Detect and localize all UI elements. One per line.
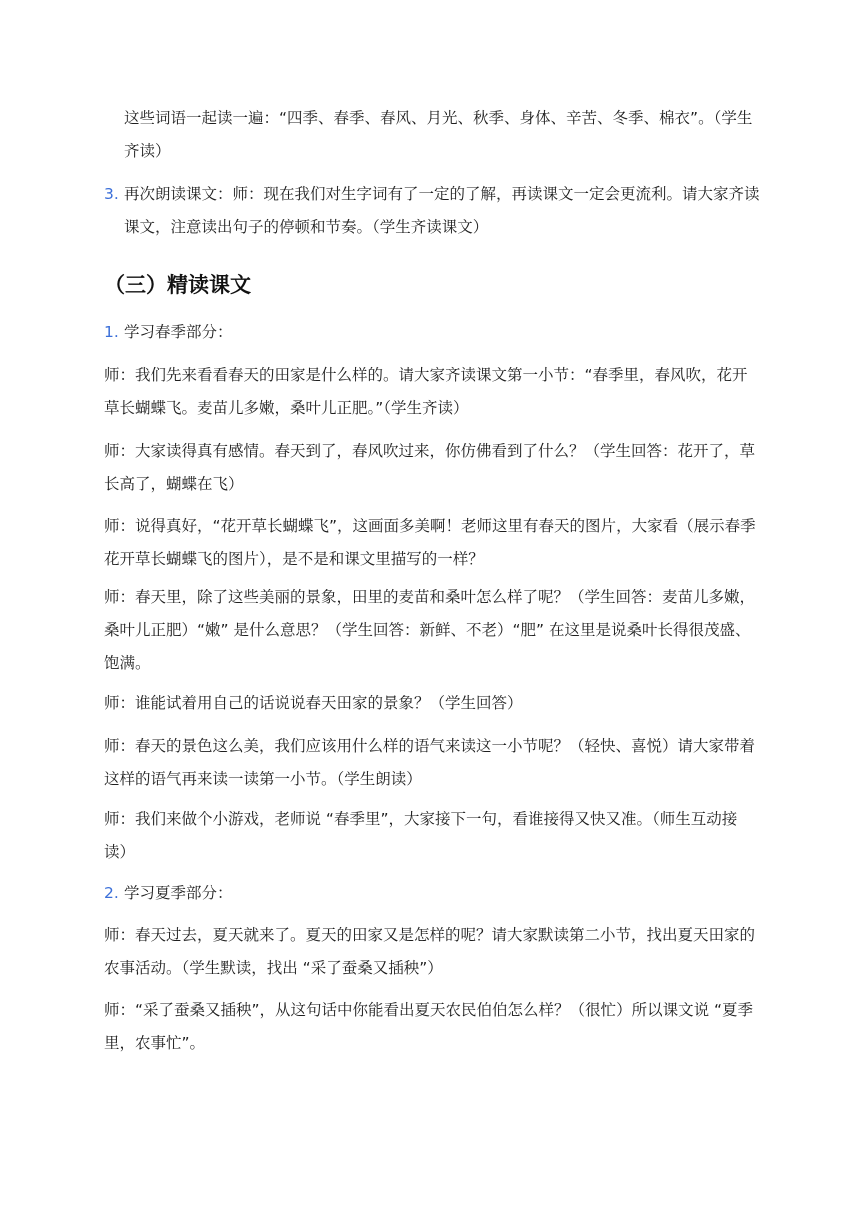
- list-item-continuation: 这些词语一起读一遍：“四季、春季、春风、月光、秋季、身体、辛苦、冬季、棉衣”。（学生齐读）: [124, 109, 753, 160]
- list-item-text: 再次朗读课文：师：现在我们对生字词有了一定的了解，再读课文一定会更流利。请大家齐读课文，注意读出句子的停顿和节奏。（学生齐读课文）: [124, 185, 760, 236]
- paragraph: 师：我们来做个小游戏，老师说 “春季里”，大家接下一句，看谁接得又快又准。（师生互动接读）: [104, 810, 738, 861]
- subsection-title: 学习夏季部分：: [124, 884, 233, 902]
- section-heading: （三）精读课文: [104, 273, 251, 297]
- list-number: 1.: [104, 323, 119, 341]
- paragraph: 师：我们先来看看春天的田家是什么样的。请大家齐读课文第一小节：“春季里，春风吹，花开草长蝴蝶飞。麦苗儿多嫩，桑叶儿正肥。”（学生齐读）: [104, 366, 748, 417]
- paragraph: 师：“采了蚕桑又插秧”，从这句话中你能看出夏天农民伯伯怎么样？（很忙）所以课文说 “夏季里，农事忙”。: [104, 1001, 754, 1052]
- paragraph: 师：大家读得真有感情。春天到了，春风吹过来，你仿佛看到了什么？（学生回答：花开了，草长高了，蝴蝶在飞）: [104, 442, 756, 493]
- paragraph: 师：春天里，除了这些美丽的景象，田里的麦苗和桑叶怎么样了呢？（学生回答：麦苗儿多嫩，桑叶儿正肥）“嫩” 是什么意思？（学生回答：新鲜、不老）“肥” 在这里是说桑叶长得很茂盛、饱满。: [104, 588, 756, 672]
- list-number: 3.: [104, 185, 119, 203]
- paragraph: 师：春天过去，夏天就来了。夏天的田家又是怎样的呢？请大家默读第二小节，找出夏天田家的农事活动。（学生默读，找出 “采了蚕桑又插秧”）: [104, 926, 756, 977]
- paragraph: 师：说得真好，“花开草长蝴蝶飞”，这画面多美啊！老师这里有春天的图片，大家看（展示春季花开草长蝴蝶飞的图片），是不是和课文里描写的一样？: [104, 517, 756, 568]
- paragraph: 师：谁能试着用自己的话说说春天田家的景象？（学生回答）: [104, 694, 523, 712]
- list-number: 2.: [104, 884, 119, 902]
- paragraph: 师：春天的景色这么美，我们应该用什么样的语气来读这一小节呢？（轻快、喜悦）请大家带着这样的语气再来读一读第一小节。（学生朗读）: [104, 737, 756, 788]
- subsection-title: 学习春季部分：: [124, 323, 233, 341]
